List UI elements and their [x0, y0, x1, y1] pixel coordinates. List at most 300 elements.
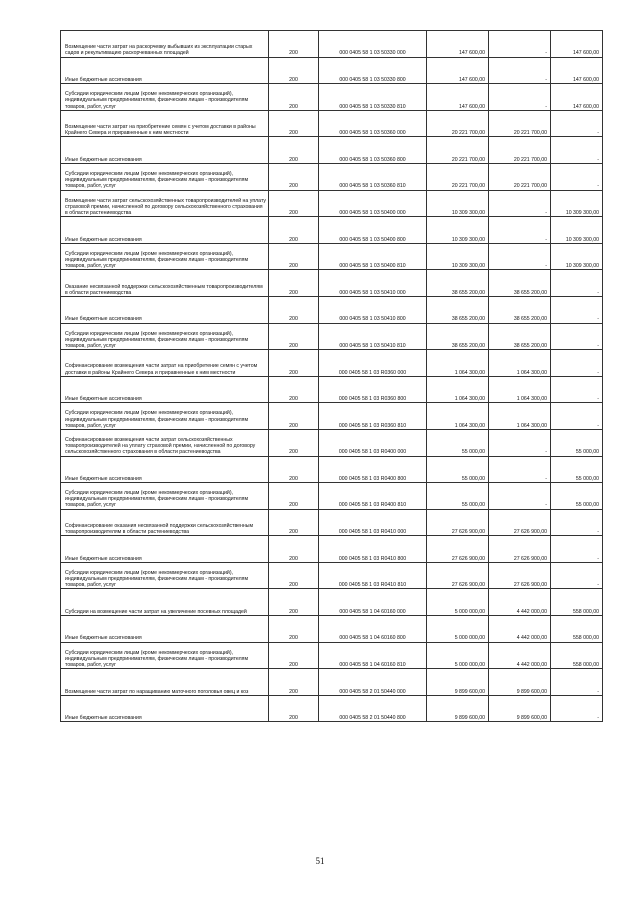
row-name-cell — [61, 376, 269, 403]
row-total-amount-text: 1 064 300,00 — [454, 422, 485, 429]
row-budget-code-text: 000 0405 58 1 03 R0410 810 — [338, 582, 407, 589]
row-regional-amount-cell — [551, 323, 603, 350]
row-regional-amount-text: - — [597, 156, 599, 163]
row-regional-amount-cell — [551, 57, 603, 84]
row-name-cell — [61, 84, 269, 111]
row-regional-amount-text: - — [597, 529, 599, 536]
row-regional-amount-cell — [551, 243, 603, 270]
row-ministry-code-text: 200 — [289, 608, 298, 615]
row-regional-amount-cell — [551, 589, 603, 616]
row-ministry-code-text: 200 — [289, 342, 298, 349]
row-budget-code-cell — [319, 163, 427, 190]
row-name-cell — [61, 695, 269, 722]
row-total-amount-text: 147 600,00 — [459, 76, 485, 83]
row-regional-amount-text: - — [597, 582, 599, 589]
row-budget-code-cell — [319, 669, 427, 696]
row-regional-amount-text: - — [597, 289, 599, 296]
row-ministry-code-cell — [269, 190, 319, 217]
row-federal-amount-cell — [489, 243, 551, 270]
row-ministry-code-text: 200 — [289, 449, 298, 456]
row-name-cell — [61, 456, 269, 483]
row-regional-amount-text: 147 600,00 — [573, 103, 599, 110]
row-total-amount-text: 5 000 000,00 — [454, 662, 485, 669]
row-regional-amount-cell — [551, 616, 603, 643]
row-budget-code-cell — [319, 57, 427, 84]
row-regional-amount-text: - — [597, 396, 599, 403]
row-ministry-code-cell — [269, 323, 319, 350]
row-federal-amount-cell — [489, 163, 551, 190]
row-regional-amount-cell — [551, 509, 603, 536]
row-budget-code-cell — [319, 137, 427, 164]
row-federal-amount-cell — [489, 84, 551, 111]
row-ministry-code-cell — [269, 562, 319, 589]
row-regional-amount-cell — [551, 84, 603, 111]
row-name-text: Возмещение части затрат на приобретение семян с учетом доставки в районы Крайнего Севера и приравненные к ним местности — [65, 123, 256, 137]
row-total-amount-cell — [427, 57, 489, 84]
row-name-cell — [61, 137, 269, 164]
row-federal-amount-text: 4 442 000,00 — [516, 608, 547, 615]
row-total-amount-cell — [427, 190, 489, 217]
row-federal-amount-cell — [489, 350, 551, 377]
row-federal-amount-text: - — [545, 475, 547, 482]
row-regional-amount-cell — [551, 669, 603, 696]
table-row — [61, 616, 603, 643]
row-name-cell — [61, 536, 269, 563]
row-name-text: Субсидии на возмещение части затрат на увеличение посевных площадей — [65, 608, 247, 615]
budget-table — [60, 30, 603, 722]
row-regional-amount-text: - — [597, 316, 599, 323]
row-budget-code-cell — [319, 376, 427, 403]
row-total-amount-cell — [427, 509, 489, 536]
table-row — [61, 403, 603, 430]
row-regional-amount-text: 147 600,00 — [573, 76, 599, 83]
row-name-cell — [61, 483, 269, 510]
row-federal-amount-cell — [489, 323, 551, 350]
row-budget-code-text: 000 0405 58 1 03 50410 800 — [339, 316, 406, 323]
row-name-text: Субсидии юридическим лицам (кроме некоммерческих организаций), индивидуальным предпринимателям, физическим лицам - производителям товаров, работ, услуг — [65, 649, 249, 669]
row-name-cell — [61, 190, 269, 217]
row-name-cell — [61, 243, 269, 270]
row-budget-code-text: 000 0405 58 1 03 R0360 810 — [338, 422, 407, 429]
row-regional-amount-text: 55 000,00 — [575, 502, 599, 509]
row-ministry-code-text: 200 — [289, 688, 298, 695]
row-budget-code-cell — [319, 323, 427, 350]
row-ministry-code-text: 200 — [289, 263, 298, 270]
row-regional-amount-cell — [551, 376, 603, 403]
row-budget-code-text: 000 0405 58 1 03 50400 810 — [339, 263, 406, 270]
row-total-amount-cell — [427, 110, 489, 137]
row-budget-code-cell — [319, 270, 427, 297]
table-row — [61, 376, 603, 403]
row-name-text: Иные бюджетные ассигнования — [65, 396, 142, 403]
row-name-text: Софинансирование возмещения части затрат сельскохозяйственных товаропроизводителей на уплату страховой премии, начисленной по договору сельскохозяйственного страхования в области растениеводства — [65, 436, 256, 456]
table-row — [61, 429, 603, 456]
row-ministry-code-text: 200 — [289, 289, 298, 296]
row-total-amount-cell — [427, 323, 489, 350]
row-ministry-code-cell — [269, 616, 319, 643]
row-ministry-code-cell — [269, 483, 319, 510]
row-budget-code-cell — [319, 190, 427, 217]
row-name-cell — [61, 616, 269, 643]
row-ministry-code-text: 200 — [289, 396, 298, 403]
row-name-text: Софинансирование оказания несвязанной поддержки сельскохозяйственным товаропроизводителям в области растениеводства — [65, 522, 254, 536]
row-federal-amount-cell — [489, 217, 551, 244]
row-ministry-code-cell — [269, 217, 319, 244]
row-ministry-code-text: 200 — [289, 502, 298, 509]
row-regional-amount-cell — [551, 642, 603, 669]
budget-table-container — [60, 30, 602, 722]
row-federal-amount-text: 20 221 700,00 — [513, 156, 547, 163]
row-budget-code-text: 000 0405 58 1 03 R0360 000 — [338, 369, 407, 376]
row-federal-amount-text: - — [545, 209, 547, 216]
row-budget-code-cell — [319, 403, 427, 430]
row-budget-code-cell — [319, 616, 427, 643]
row-federal-amount-text: 27 626 900,00 — [513, 582, 547, 589]
row-regional-amount-text: - — [597, 555, 599, 562]
row-regional-amount-cell — [551, 110, 603, 137]
row-budget-code-text: 000 0405 58 1 03 R0400 000 — [338, 449, 407, 456]
row-ministry-code-cell — [269, 403, 319, 430]
row-federal-amount-cell — [489, 31, 551, 58]
row-regional-amount-cell — [551, 695, 603, 722]
row-federal-amount-text: 4 442 000,00 — [516, 635, 547, 642]
row-ministry-code-text: 200 — [289, 130, 298, 137]
row-federal-amount-cell — [489, 270, 551, 297]
row-federal-amount-text: 20 221 700,00 — [513, 130, 547, 137]
row-total-amount-cell — [427, 589, 489, 616]
row-name-text: Иные бюджетные ассигнования — [65, 555, 142, 562]
row-ministry-code-cell — [269, 243, 319, 270]
row-budget-code-text: 000 0405 58 1 04 60160 810 — [339, 662, 406, 669]
row-ministry-code-text: 200 — [289, 529, 298, 536]
row-total-amount-cell — [427, 84, 489, 111]
row-total-amount-text: 38 655 200,00 — [451, 316, 485, 323]
table-row — [61, 84, 603, 111]
row-ministry-code-text: 200 — [289, 76, 298, 83]
row-federal-amount-text: 1 064 300,00 — [516, 396, 547, 403]
row-federal-amount-cell — [489, 57, 551, 84]
row-regional-amount-text: - — [597, 130, 599, 137]
row-federal-amount-text: 27 626 900,00 — [513, 529, 547, 536]
row-budget-code-text: 000 0405 58 1 03 50330 000 — [339, 50, 406, 57]
row-name-cell — [61, 350, 269, 377]
row-ministry-code-cell — [269, 31, 319, 58]
row-regional-amount-text: - — [597, 715, 599, 722]
row-regional-amount-text: - — [597, 422, 599, 429]
row-total-amount-cell — [427, 350, 489, 377]
row-total-amount-text: 20 221 700,00 — [451, 130, 485, 137]
row-total-amount-cell — [427, 296, 489, 323]
row-budget-code-text: 000 0405 58 1 03 R0400 800 — [338, 475, 407, 482]
row-ministry-code-cell — [269, 163, 319, 190]
row-ministry-code-text: 200 — [289, 662, 298, 669]
row-total-amount-cell — [427, 616, 489, 643]
row-budget-code-cell — [319, 536, 427, 563]
row-name-text: Иные бюджетные ассигнования — [65, 635, 142, 642]
row-ministry-code-cell — [269, 84, 319, 111]
row-federal-amount-cell — [489, 669, 551, 696]
row-budget-code-text: 000 0405 58 1 03 R0410 800 — [338, 555, 407, 562]
row-federal-amount-cell — [489, 110, 551, 137]
row-federal-amount-cell — [489, 642, 551, 669]
row-federal-amount-cell — [489, 456, 551, 483]
row-total-amount-text: 9 899 600,00 — [454, 688, 485, 695]
row-federal-amount-cell — [489, 483, 551, 510]
row-federal-amount-text: 4 442 000,00 — [516, 662, 547, 669]
row-regional-amount-text: 10 309 300,00 — [565, 209, 599, 216]
row-name-text: Иные бюджетные ассигнования — [65, 715, 142, 722]
table-row — [61, 217, 603, 244]
row-total-amount-cell — [427, 243, 489, 270]
row-regional-amount-cell — [551, 483, 603, 510]
row-name-text: Субсидии юридическим лицам (кроме некоммерческих организаций), индивидуальным предпринимателям, физическим лицам - производителям товаров, работ, услуг — [65, 490, 249, 509]
row-name-cell — [61, 110, 269, 137]
row-ministry-code-cell — [269, 57, 319, 84]
row-ministry-code-cell — [269, 350, 319, 377]
row-budget-code-cell — [319, 217, 427, 244]
row-total-amount-cell — [427, 217, 489, 244]
row-ministry-code-text: 200 — [289, 236, 298, 243]
row-total-amount-cell — [427, 270, 489, 297]
row-total-amount-cell — [427, 695, 489, 722]
row-total-amount-text: 55 000,00 — [461, 449, 485, 456]
row-name-cell — [61, 323, 269, 350]
page-number: 51 — [315, 856, 325, 866]
row-federal-amount-text: 1 064 300,00 — [516, 369, 547, 376]
row-ministry-code-text: 200 — [289, 555, 298, 562]
row-name-cell — [61, 403, 269, 430]
row-budget-code-cell — [319, 562, 427, 589]
row-name-text: Софинансирование возмещения части затрат на приобретение семян с учетом доставки в районы Крайнего Севера и приравненные к ним местности — [65, 363, 258, 376]
row-ministry-code-text: 200 — [289, 635, 298, 642]
row-budget-code-text: 000 0405 58 1 04 60160 800 — [339, 635, 406, 642]
row-ministry-code-cell — [269, 270, 319, 297]
table-row — [61, 536, 603, 563]
row-regional-amount-cell — [551, 217, 603, 244]
row-regional-amount-text: - — [597, 369, 599, 376]
row-name-text: Иные бюджетные ассигнования — [65, 236, 142, 243]
row-ministry-code-text: 200 — [289, 369, 298, 376]
row-total-amount-cell — [427, 642, 489, 669]
row-total-amount-text: 147 600,00 — [459, 103, 485, 110]
row-federal-amount-cell — [489, 562, 551, 589]
row-total-amount-text: 55 000,00 — [461, 502, 485, 509]
row-name-text: Возмещение части затрат сельскохозяйственных товаропроизводителей на уплату страховой премии, начисленной по договору сельскохозяйственного страхования в области растениеводства — [65, 197, 266, 216]
row-budget-code-cell — [319, 695, 427, 722]
row-regional-amount-text: 147 600,00 — [573, 50, 599, 57]
row-federal-amount-text: - — [545, 263, 547, 270]
row-ministry-code-text: 200 — [289, 422, 298, 429]
row-federal-amount-text: - — [545, 236, 547, 243]
row-name-cell — [61, 31, 269, 58]
row-ministry-code-cell — [269, 536, 319, 563]
row-federal-amount-cell — [489, 137, 551, 164]
row-federal-amount-text: - — [545, 502, 547, 509]
row-name-text: Субсидии юридическим лицам (кроме некоммерческих организаций), индивидуальным предпринимателям, физическим лицам - производителям товаров, работ, услуг — [65, 170, 249, 190]
row-name-text: Иные бюджетные ассигнования — [65, 316, 142, 323]
row-federal-amount-text: 20 221 700,00 — [513, 183, 547, 190]
row-total-amount-text: 10 309 300,00 — [451, 236, 485, 243]
row-total-amount-text: 55 000,00 — [461, 475, 485, 482]
row-total-amount-text: 27 626 900,00 — [451, 582, 485, 589]
table-row — [61, 642, 603, 669]
row-budget-code-cell — [319, 456, 427, 483]
row-name-text: Возмещение части затрат на раскорчевку выбывших из эксплуатации старых садов и рекультивацию раскорчеванных площадей — [65, 44, 253, 57]
row-ministry-code-cell — [269, 589, 319, 616]
table-row — [61, 562, 603, 589]
row-total-amount-cell — [427, 403, 489, 430]
row-name-text: Субсидии юридическим лицам (кроме некоммерческих организаций), индивидуальным предпринимателям, физическим лицам - производителям товаров, работ, услуг — [65, 410, 249, 429]
row-federal-amount-text: 9 899 600,00 — [516, 688, 547, 695]
row-federal-amount-cell — [489, 536, 551, 563]
row-federal-amount-cell — [489, 190, 551, 217]
row-regional-amount-cell — [551, 270, 603, 297]
table-row — [61, 243, 603, 270]
row-budget-code-cell — [319, 483, 427, 510]
row-ministry-code-text: 200 — [289, 183, 298, 190]
row-budget-code-cell — [319, 243, 427, 270]
row-ministry-code-text: 200 — [289, 50, 298, 57]
table-row — [61, 190, 603, 217]
row-federal-amount-text: 27 626 900,00 — [513, 555, 547, 562]
row-budget-code-text: 000 0405 58 2 01 50440 000 — [339, 688, 406, 695]
row-regional-amount-cell — [551, 137, 603, 164]
row-ministry-code-cell — [269, 695, 319, 722]
row-ministry-code-text: 200 — [289, 209, 298, 216]
row-regional-amount-cell — [551, 190, 603, 217]
row-total-amount-text: 20 221 700,00 — [451, 156, 485, 163]
row-name-text: Субсидии юридическим лицам (кроме некоммерческих организаций), индивидуальным предпринимателям, физическим лицам - производителям товаров, работ, услуг — [65, 250, 249, 270]
row-name-cell — [61, 429, 269, 456]
table-row — [61, 589, 603, 616]
row-federal-amount-cell — [489, 589, 551, 616]
row-ministry-code-cell — [269, 429, 319, 456]
row-name-text: Субсидии юридическим лицам (кроме некоммерческих организаций), индивидуальным предпринимателям, физическим лицам - производителям товаров, работ, услуг — [65, 330, 249, 349]
row-federal-amount-text: 1 064 300,00 — [516, 422, 547, 429]
row-total-amount-text: 5 000 000,00 — [454, 635, 485, 642]
row-budget-code-cell — [319, 350, 427, 377]
row-budget-code-cell — [319, 110, 427, 137]
row-name-cell — [61, 57, 269, 84]
row-total-amount-cell — [427, 31, 489, 58]
row-budget-code-cell — [319, 429, 427, 456]
row-total-amount-text: 10 309 300,00 — [451, 263, 485, 270]
row-name-text: Субсидии юридическим лицам (кроме некоммерческих организаций), индивидуальным предпринимателям, физическим лицам - производителям товаров, работ, услуг — [65, 91, 249, 110]
row-total-amount-text: 38 655 200,00 — [451, 289, 485, 296]
row-budget-code-text: 000 0405 58 1 04 60160 000 — [339, 608, 406, 615]
row-federal-amount-text: 38 655 200,00 — [513, 289, 547, 296]
table-row — [61, 137, 603, 164]
row-ministry-code-text: 200 — [289, 715, 298, 722]
row-federal-amount-cell — [489, 376, 551, 403]
row-budget-code-cell — [319, 589, 427, 616]
row-regional-amount-text: 10 309 300,00 — [565, 263, 599, 270]
row-total-amount-cell — [427, 137, 489, 164]
row-regional-amount-cell — [551, 403, 603, 430]
row-budget-code-text: 000 0405 58 1 03 R0400 810 — [338, 502, 407, 509]
row-ministry-code-cell — [269, 509, 319, 536]
row-ministry-code-text: 200 — [289, 582, 298, 589]
table-row — [61, 163, 603, 190]
table-row — [61, 323, 603, 350]
row-name-cell — [61, 270, 269, 297]
row-federal-amount-cell — [489, 616, 551, 643]
row-total-amount-cell — [427, 562, 489, 589]
row-total-amount-cell — [427, 483, 489, 510]
row-ministry-code-cell — [269, 669, 319, 696]
row-ministry-code-text: 200 — [289, 103, 298, 110]
row-ministry-code-text: 200 — [289, 316, 298, 323]
row-federal-amount-cell — [489, 429, 551, 456]
row-name-text: Оказание несвязанной поддержки сельскохозяйственным товаропроизводителям в области растениеводства — [65, 283, 263, 296]
row-federal-amount-cell — [489, 509, 551, 536]
row-total-amount-text: 1 064 300,00 — [454, 369, 485, 376]
row-total-amount-cell — [427, 456, 489, 483]
row-regional-amount-cell — [551, 536, 603, 563]
row-regional-amount-text: 55 000,00 — [575, 449, 599, 456]
row-ministry-code-cell — [269, 296, 319, 323]
row-budget-code-text: 000 0405 58 1 03 50410 810 — [339, 342, 406, 349]
row-budget-code-text: 000 0405 58 1 03 R0410 000 — [338, 529, 407, 536]
row-federal-amount-cell — [489, 695, 551, 722]
row-regional-amount-cell — [551, 296, 603, 323]
table-row — [61, 350, 603, 377]
row-total-amount-text: 20 221 700,00 — [451, 183, 485, 190]
row-budget-code-text: 000 0405 58 1 03 50360 810 — [339, 183, 406, 190]
row-budget-code-text: 000 0405 58 1 03 50360 000 — [339, 130, 406, 137]
row-name-cell — [61, 217, 269, 244]
row-budget-code-cell — [319, 296, 427, 323]
row-total-amount-text: 147 600,00 — [459, 50, 485, 57]
table-row — [61, 669, 603, 696]
row-total-amount-text: 27 626 900,00 — [451, 529, 485, 536]
row-name-cell — [61, 509, 269, 536]
row-federal-amount-text: - — [545, 76, 547, 83]
budget-table-body — [61, 31, 603, 722]
row-total-amount-text: 1 064 300,00 — [454, 396, 485, 403]
row-regional-amount-cell — [551, 562, 603, 589]
row-name-text: Возмещение части затрат по наращиванию маточного поголовья овец и коз — [65, 688, 249, 695]
row-federal-amount-text: - — [545, 449, 547, 456]
row-name-cell — [61, 589, 269, 616]
row-regional-amount-cell — [551, 456, 603, 483]
row-ministry-code-cell — [269, 110, 319, 137]
row-ministry-code-text: 200 — [289, 475, 298, 482]
row-regional-amount-text: 10 309 300,00 — [565, 236, 599, 243]
row-name-text: Иные бюджетные ассигнования — [65, 156, 142, 163]
table-row — [61, 456, 603, 483]
row-total-amount-text: 9 899 600,00 — [454, 715, 485, 722]
row-budget-code-cell — [319, 509, 427, 536]
row-total-amount-cell — [427, 163, 489, 190]
row-regional-amount-text: - — [597, 342, 599, 349]
row-name-cell — [61, 296, 269, 323]
table-row — [61, 270, 603, 297]
row-total-amount-text: 27 626 900,00 — [451, 555, 485, 562]
row-name-text: Иные бюджетные ассигнования — [65, 475, 142, 482]
row-name-cell — [61, 669, 269, 696]
row-federal-amount-text: 38 655 200,00 — [513, 342, 547, 349]
row-budget-code-text: 000 0405 58 1 03 50330 810 — [339, 103, 406, 110]
row-regional-amount-text: - — [597, 183, 599, 190]
row-total-amount-text: 10 309 300,00 — [451, 209, 485, 216]
row-name-cell — [61, 163, 269, 190]
table-row — [61, 296, 603, 323]
row-federal-amount-text: 9 899 600,00 — [516, 715, 547, 722]
row-ministry-code-cell — [269, 376, 319, 403]
row-federal-amount-text: - — [545, 50, 547, 57]
row-ministry-code-cell — [269, 137, 319, 164]
